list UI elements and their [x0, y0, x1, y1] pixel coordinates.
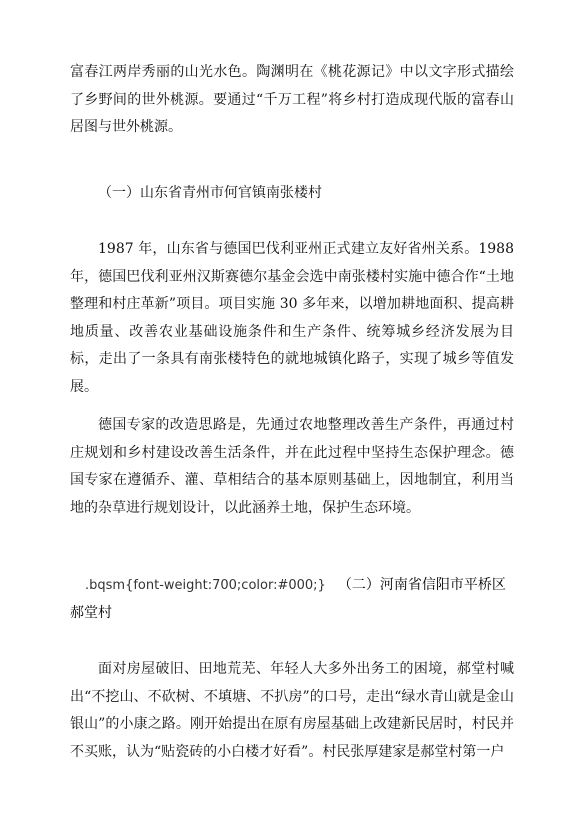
paragraph-intro: 富春江两岸秀丽的山光水色。陶渊明在《桃花源记》中以文字形式描绘了乡野间的世外桃源。要通过“千万工程”将乡村打造成现代版的富春山居图与世外桃源。 — [70, 64, 514, 135]
section-heading-2 — [70, 572, 514, 627]
paragraph-german-experts: 德国专家的改造思路是，先通过农地整理改善生产条件，再通过村庄规划和乡村建设改善生活条件，并在此过程中坚持生态保护理念。德国专家在遵循乔、灌、草相结合的基本原则基础上，因地制宜，利用当地的杂草进行规划设计，以此涵养土地，保护生态环境。 — [70, 417, 514, 516]
section-heading-1: （一）山东省青州市何官镇南张楼村 — [98, 185, 322, 201]
paragraph-haotang: 面对房屋破旧、田地荒芜、年轻人大多外出务工的困境，郝堂村喊出“不挖山、不砍树、不填塘、不扒房”的口号，走出“绿水青山就是金山银山”的小康之路。刚开始提出在原有房屋基础上改建新民居时，村民并不买账，认为“贴瓷砖的小白楼才好看”。村民张厚建家是郝堂村第一户 — [70, 661, 514, 760]
paragraph-nanzhanglou-history: 1987 年，山东省与德国巴伐利亚州正式建立友好省州关系。1988 年，德国巴伐利亚州汉斯赛德尔基金会选中南张楼村实施中德合作“土地整理和村庄革新”项目。项目实施 30 多年来，以增加耕地面积、提高耕地质量、改善农业基础设施条件和生产条件、统筹城乡经济发展为目标，走出了一条具有南张楼特色的就地城镇化路子，实现了城乡等值发展。 — [70, 241, 514, 395]
section-heading-2-text: （二）河南省信阳市平桥区郝堂村 — [70, 577, 506, 621]
css-leak-text: .bqsm{font-weight:700;color:#000;} — [85, 578, 326, 593]
